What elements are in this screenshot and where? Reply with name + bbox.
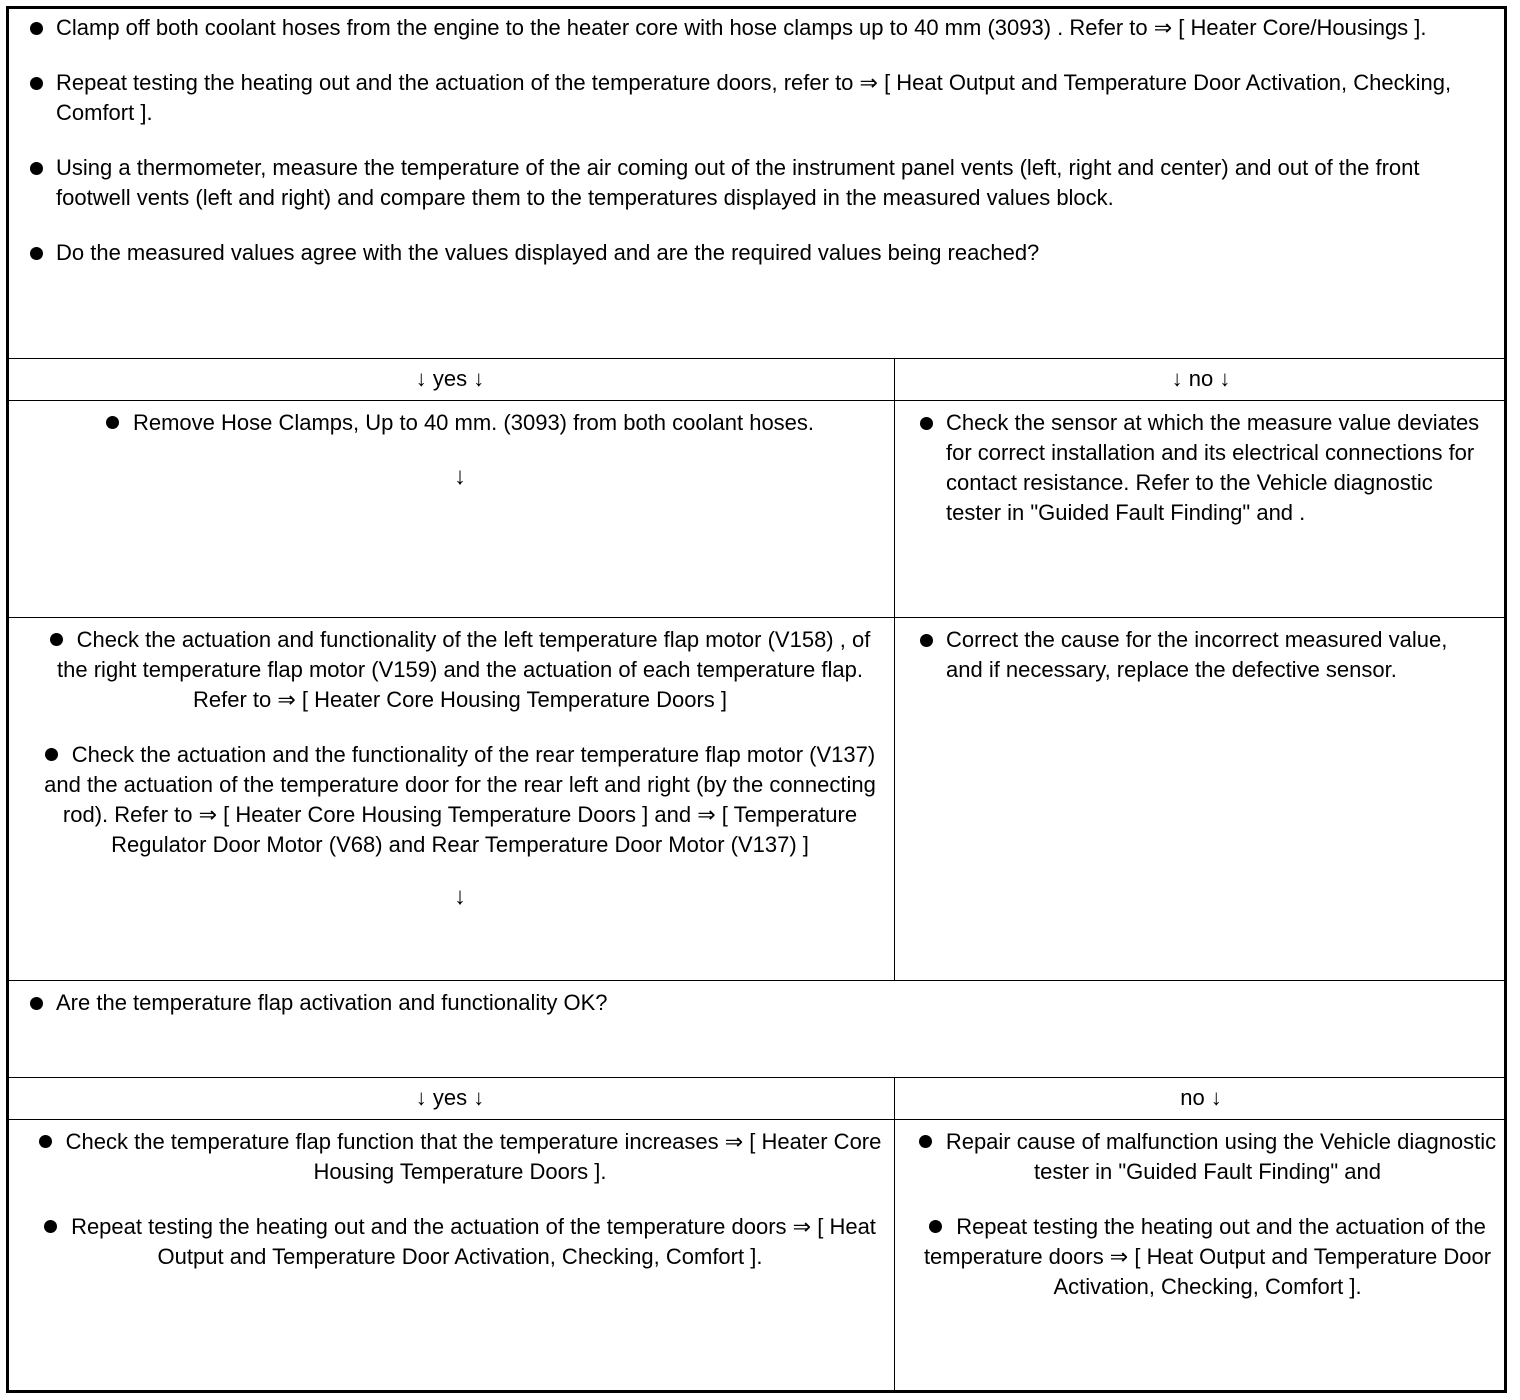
bullet-icon	[920, 634, 933, 647]
no-steps-repair	[915, 1127, 1500, 1302]
intro-section	[30, 13, 1490, 268]
repair-malfunction: Repair cause of malfunction using the Vehicle diagnostic tester in "Guided Fault Finding" and	[915, 1127, 1500, 1187]
bullet-icon	[929, 1220, 942, 1233]
question-flap-activation: Are the temperature flap activation and functionality OK?	[30, 988, 1490, 1018]
row-divider	[6, 980, 1507, 981]
no-branch-header-2: no ↓	[1180, 1085, 1222, 1110]
down-arrow-icon: ↓	[454, 463, 466, 490]
no-step-check-sensor: Check the sensor at which the measure value deviates for correct installation and its electrical connections for contact resistance. Refer to the Vehicle diagnostic tester in "Guided Fault Finding" and .	[920, 408, 1490, 528]
yes-steps-temperature-flap	[30, 1127, 890, 1272]
yes-step-check-flap-motors	[40, 625, 880, 912]
yes-branch-header-2: ↓ yes ↓	[415, 1085, 485, 1110]
no-branch-header: ↓ no ↓	[1171, 366, 1231, 391]
bullet-icon	[30, 77, 43, 90]
no-step-correct-cause: Correct the cause for the incorrect measured value, and if necessary, replace the defective sensor.	[920, 625, 1490, 685]
bullet-icon	[30, 162, 43, 175]
bullet-icon	[106, 416, 119, 429]
repeat-testing-no: Repeat testing the heating out and the actuation of the temperature doors ⇒ [ Heat Output and Temperature Door Activation, Checking, Comfort ].	[923, 1214, 1492, 1299]
check-flap-function: Check the temperature flap function that the temperature increases ⇒ [ Heater Core Housing Temperature Doors ].	[30, 1127, 890, 1187]
bullet-icon	[45, 748, 58, 761]
bullet-icon	[919, 1135, 932, 1148]
intro-step-clamp-hoses: Clamp off both coolant hoses from the engine to the heater core with hose clamps up to 40 mm (3093) . Refer to ⇒ [ Heater Core/Housings ].	[30, 13, 1490, 43]
check-rear-flap-motor: Check the actuation and the functionality of the rear temperature flap motor (V137) and the actuation of the temperature door for the rear left and right (by the connecting rod). Refer to ⇒ [ Heater Core Housing Temperature Doors ] and ⇒ [ Temperature Regulator Door Motor (V68) and Rear Temperature Door Motor (V137) ]	[44, 742, 876, 857]
bullet-icon	[30, 22, 43, 35]
bullet-icon	[50, 633, 63, 646]
bullet-icon	[39, 1135, 52, 1148]
intro-question: Do the measured values agree with the values displayed and are the required values being reached?	[30, 238, 1490, 268]
bullet-icon	[30, 247, 43, 260]
row-divider	[6, 400, 1507, 401]
row-divider	[6, 617, 1507, 618]
repeat-testing-yes: Repeat testing the heating out and the actuation of the temperature doors ⇒ [ Heat Output and Temperature Door Activation, Checking, Comfort ].	[30, 1212, 890, 1272]
column-divider	[894, 358, 895, 980]
down-arrow-icon: ↓	[454, 883, 466, 910]
bullet-icon	[44, 1220, 57, 1233]
yes-branch-header: ↓ yes ↓	[415, 366, 485, 391]
yes-step-remove-clamps: Remove Hose Clamps, Up to 40 mm. (3093) from both coolant hoses. ↓	[40, 408, 880, 492]
column-divider	[894, 1077, 895, 1393]
bullet-icon	[920, 417, 933, 430]
row-divider	[6, 1119, 1507, 1120]
intro-step-repeat-testing: Repeat testing the heating out and the actuation of the temperature doors, refer to ⇒ [ Heat Output and Temperature Door Activation, Checking, Comfort ].	[30, 68, 1490, 128]
check-front-flap-motors: Check the actuation and functionality of the left temperature flap motor (V158) , of the right temperature flap motor (V159) and the actuation of each temperature flap. Refer to ⇒ [ Heater Core Housing Temperature Doors ]	[40, 625, 880, 715]
intro-step-measure-temperature: Using a thermometer, measure the temperature of the air coming out of the instrument panel vents (left, right and center) and out of the front footwell vents (left and right) and compare them to the temperatures displayed in the measured values block.	[30, 153, 1490, 213]
bullet-icon	[30, 997, 43, 1010]
